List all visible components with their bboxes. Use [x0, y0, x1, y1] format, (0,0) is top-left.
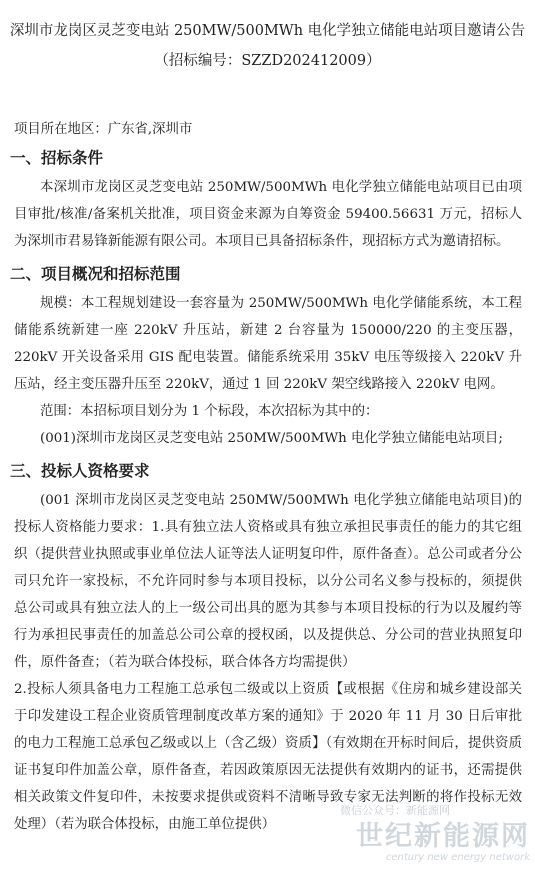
project-lot-paragraph: (001)深圳市龙岗区灵芝变电站 250MW/500MWh 电化学独立储能电站项目;	[40, 431, 503, 446]
document-title: 深圳市龙岗区灵芝变电站 250MW/500MWh 电化学独立储能电站项目邀请公告	[9, 23, 526, 39]
project-region: 项目所在地区：广东省,深圳市	[14, 122, 193, 137]
qualification-requirement-2: 2.投标人须具备电力工程施工总承包二级或以上资质【或根据《住房和城乡建设部关于印发建设工程企业资质管理制度改革方案的通知》于 2020 年 11 月 30 日后审批的电力工程施工总承包乙级或以上（含乙级）资质】（有效期在开标时间后，提供资质证书复印件加盖公章，原件备查，若因政策原因无法提供有效期内的证书，还需提供相关政策文件复印件，未按要求提供或资料不清晰导致专家无法判断的将作投标无效处理）（若为联合体投标，由施工单位提供）	[14, 682, 522, 832]
section-body-tender-conditions: 本深圳市龙岗区灵芝变电站 250MW/500MWh 电化学独立储能电站项目已由项目审批/核准/备案机关批准，项目资金来源为自筹资金 59400.56631 万元，招标人为深圳市君易锋新能源有限公司。本项目已具备招标条件，现招标方式为邀请招标。	[14, 180, 522, 249]
watermark-logo	[290, 822, 530, 864]
watermark-inline: 微信公众号：新能源网	[340, 804, 450, 817]
section-heading-tender-conditions: 一、招标条件	[10, 148, 104, 167]
watermark-main-text: 世纪新能源网	[356, 821, 530, 852]
qualification-requirement-1: (001 深圳市龙岗区灵芝变电站 250MW/500MWh 电化学独立储能电站项目)的投标人资格能力要求：1.具有独立法人资格或具有独立承担民事责任的能力的其它组织（提供营业执照或事业单位法人证等法人证明复印件，原件备查）。总公司或者分公司只允许一家投标，不允许同时参与本项目投标，以分公司名义参与投标的，须提供总公司或具有独立法人的上一级公司出具的愿为其参与本项目投标的行为以及履约等行为承担民事责任的加盖总公司公章的授权函，以及提供总、分公司的营业执照复印件，原件备查；（若为联合体投标，联合体各方均需提供）	[14, 493, 522, 670]
watermark-sub-text: century new energy network	[385, 852, 530, 863]
section-heading-project-overview: 二、项目概况和招标范围	[10, 264, 181, 283]
tender-number: （招标编号：SZZD202412009）	[154, 53, 381, 69]
section-heading-bidder-qualification: 三、投标人资格要求	[10, 461, 150, 480]
project-scale-paragraph: 规模：本工程规划建设一套容量为 250MW/500MWh 电化学储能系统，本工程储能系统新建一座 220kV 升压站，新建 2 台容量为 150000/220 的主变压器，220kV 开关设备采用 GIS 配电装置。储能系统采用 35kV 电压等级接入 220kV 升压站，经主变压器升压至 220kV，通过 1 回 220kV 架空线路接入 220kV 电网。	[14, 296, 522, 392]
project-scope-paragraph: 范围：本招标项目划分为 1 个标段，本次招标为其中的：	[40, 404, 379, 419]
